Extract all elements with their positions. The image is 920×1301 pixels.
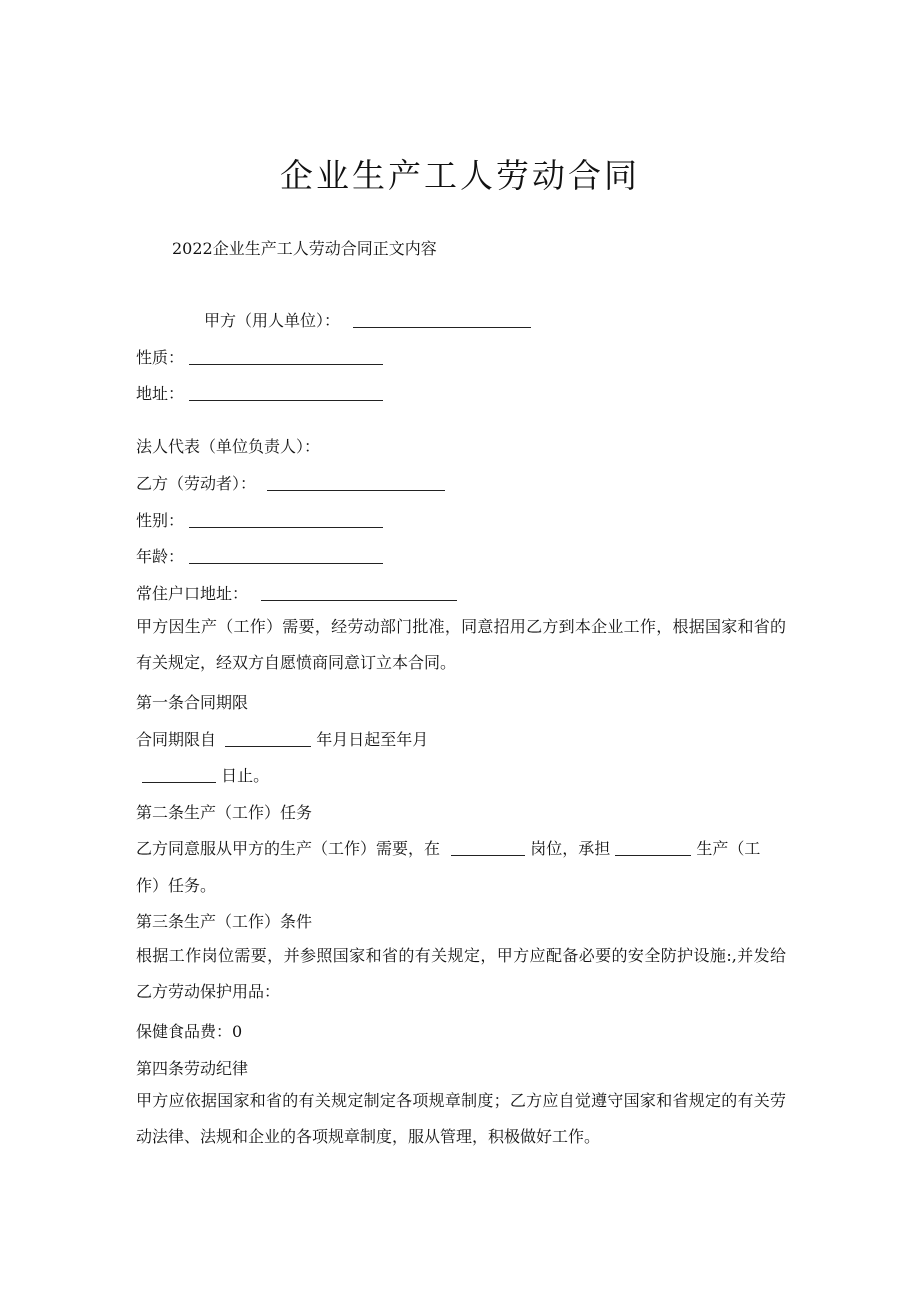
party-b-label: 乙方（劳动者）： <box>136 474 257 493</box>
health-food-fee: 保健食品费：0 <box>136 1022 243 1041</box>
nature-label: 性质： <box>136 348 185 367</box>
nature-blank <box>189 348 383 365</box>
party-b-blank <box>267 474 445 491</box>
age-field <box>136 544 383 567</box>
residence-blank <box>261 584 457 601</box>
article2-task-blank <box>615 839 691 856</box>
nature-field <box>136 345 383 368</box>
age-blank <box>189 547 383 564</box>
article2-heading: 第二条生产（工作）任务 <box>136 803 313 822</box>
article2-line1 <box>136 836 760 859</box>
article1-term-line <box>136 727 428 750</box>
gender-blank <box>189 511 383 528</box>
legal-rep-label: 法人代表（单位负责人）： <box>136 437 321 456</box>
article2-text-a: 乙方同意服从甲方的生产（工作）需要，在 <box>136 839 441 858</box>
document-title: 企业生产工人劳动合同 <box>280 156 640 195</box>
gender-field <box>136 508 383 531</box>
article4-heading: 第四条劳动纪律 <box>136 1059 249 1078</box>
article1-text-a: 合同期限自 <box>136 730 217 749</box>
article1-start-blank <box>225 730 311 747</box>
article3-heading: 第三条生产（工作）条件 <box>136 912 313 931</box>
address-blank <box>189 384 383 401</box>
article3-paragraph: 根据工作岗位需要，并参照国家和省的有关规定，甲方应配备必要的安全防护设施:,并发给乙方劳动保护用品： <box>136 946 786 1001</box>
legal-rep-field <box>136 434 320 457</box>
age-label: 年龄： <box>136 547 185 566</box>
article1-text-b: 年月日起至年月 <box>316 730 429 749</box>
article2-text-b: 岗位，承担 <box>530 839 611 858</box>
residence-field <box>136 581 457 604</box>
party-a-blank <box>353 311 531 328</box>
party-a-field <box>204 308 531 331</box>
intro-paragraph: 甲方因生产（工作）需要，经劳动部门批准，同意招用乙方到本企业工作，根据国家和省的有关规定，经双方自愿愤商同意订立本合同。 <box>136 617 786 672</box>
residence-label: 常住户口地址： <box>136 584 249 603</box>
party-b-field <box>136 471 445 494</box>
article2-post-blank <box>451 839 525 856</box>
article1-text-c: 日止。 <box>221 766 270 785</box>
address-label: 地址： <box>136 384 185 403</box>
address-field <box>136 381 383 404</box>
document-subtitle: 2022企业生产工人劳动合同正文内容 <box>172 239 437 258</box>
article4-paragraph: 甲方应依据国家和省的有关规定制定各项规章制度；乙方应自觉遵守国家和省规定的有关劳动法律、法规和企业的各项规章制度，服从管理，积极做好工作。 <box>136 1091 786 1146</box>
party-a-label: 甲方（用人单位）： <box>204 311 341 330</box>
article2-text-c: 生产（工 <box>696 839 761 858</box>
gender-label: 性别： <box>136 511 185 530</box>
article1-end-blank <box>142 766 216 783</box>
article2-text-d: 作）任务。 <box>136 876 217 895</box>
article1-heading: 第一条合同期限 <box>136 693 249 712</box>
article1-end-line <box>142 763 269 786</box>
